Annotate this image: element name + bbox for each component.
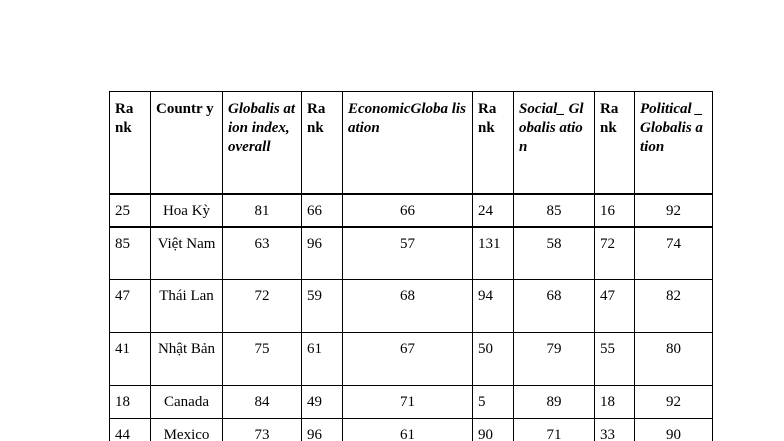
header-rank-social: Ra nk	[473, 92, 514, 194]
table-cell: Việt Nam	[151, 227, 223, 280]
header-rank-economic: Ra nk	[302, 92, 343, 194]
table-cell: 47	[110, 280, 151, 333]
table-cell: 66	[302, 194, 343, 227]
table-cell: 25	[110, 194, 151, 227]
table-cell: 72	[595, 227, 635, 280]
table-cell: 18	[110, 386, 151, 419]
table-cell: 58	[514, 227, 595, 280]
table-row	[110, 227, 713, 280]
table-cell: 73	[223, 419, 302, 441]
table-cell: 85	[110, 227, 151, 280]
table-cell: Nhật Bản	[151, 333, 223, 386]
table-cell: 67	[343, 333, 473, 386]
globalisation-table	[109, 91, 713, 441]
table-cell: 16	[595, 194, 635, 227]
table-cell: 96	[302, 419, 343, 441]
table-cell: 24	[473, 194, 514, 227]
header-political-globalisation: Political _Globalis ation	[635, 92, 713, 194]
table-cell: 92	[635, 386, 713, 419]
table-row	[110, 386, 713, 419]
header-rank-political: Ra nk	[595, 92, 635, 194]
table-cell: 79	[514, 333, 595, 386]
table-cell: 50	[473, 333, 514, 386]
table-row	[110, 194, 713, 227]
table-cell: 68	[343, 280, 473, 333]
header-economic-globalisation: EconomicGloba lisation	[343, 92, 473, 194]
table-row	[110, 280, 713, 333]
table-cell: 80	[635, 333, 713, 386]
table-cell: 82	[635, 280, 713, 333]
table-cell: 63	[223, 227, 302, 280]
table-cell: 49	[302, 386, 343, 419]
table-cell: 81	[223, 194, 302, 227]
table-cell: 71	[514, 419, 595, 441]
header-globalisation-index: Globalis ation index, overall	[223, 92, 302, 194]
table-cell: Mexico	[151, 419, 223, 441]
table-cell: 85	[514, 194, 595, 227]
table-cell: 90	[635, 419, 713, 441]
header-social-globalisation: Social_ Globalis ation	[514, 92, 595, 194]
table-row	[110, 419, 713, 441]
table-cell: 18	[595, 386, 635, 419]
table-cell: 74	[635, 227, 713, 280]
table-cell: 44	[110, 419, 151, 441]
table-cell: 75	[223, 333, 302, 386]
table-cell: 68	[514, 280, 595, 333]
table-header-row	[110, 92, 713, 194]
table-cell: 47	[595, 280, 635, 333]
table-cell: 131	[473, 227, 514, 280]
table-cell: 72	[223, 280, 302, 333]
table-cell: Thái Lan	[151, 280, 223, 333]
table-cell: 33	[595, 419, 635, 441]
header-country: Countr y	[151, 92, 223, 194]
table-cell: 5	[473, 386, 514, 419]
table-cell: Hoa Kỳ	[151, 194, 223, 227]
table-cell: 61	[343, 419, 473, 441]
table-cell: 57	[343, 227, 473, 280]
header-rank-overall: Ra nk	[110, 92, 151, 194]
table-cell: 55	[595, 333, 635, 386]
table-cell: 61	[302, 333, 343, 386]
table-cell: 84	[223, 386, 302, 419]
table-cell: 59	[302, 280, 343, 333]
table-cell: 41	[110, 333, 151, 386]
table-cell: Canada	[151, 386, 223, 419]
table-cell: 94	[473, 280, 514, 333]
table-cell: 71	[343, 386, 473, 419]
table-row	[110, 333, 713, 386]
table-cell: 89	[514, 386, 595, 419]
table-cell: 92	[635, 194, 713, 227]
table-cell: 96	[302, 227, 343, 280]
table-cell: 66	[343, 194, 473, 227]
table-cell: 90	[473, 419, 514, 441]
